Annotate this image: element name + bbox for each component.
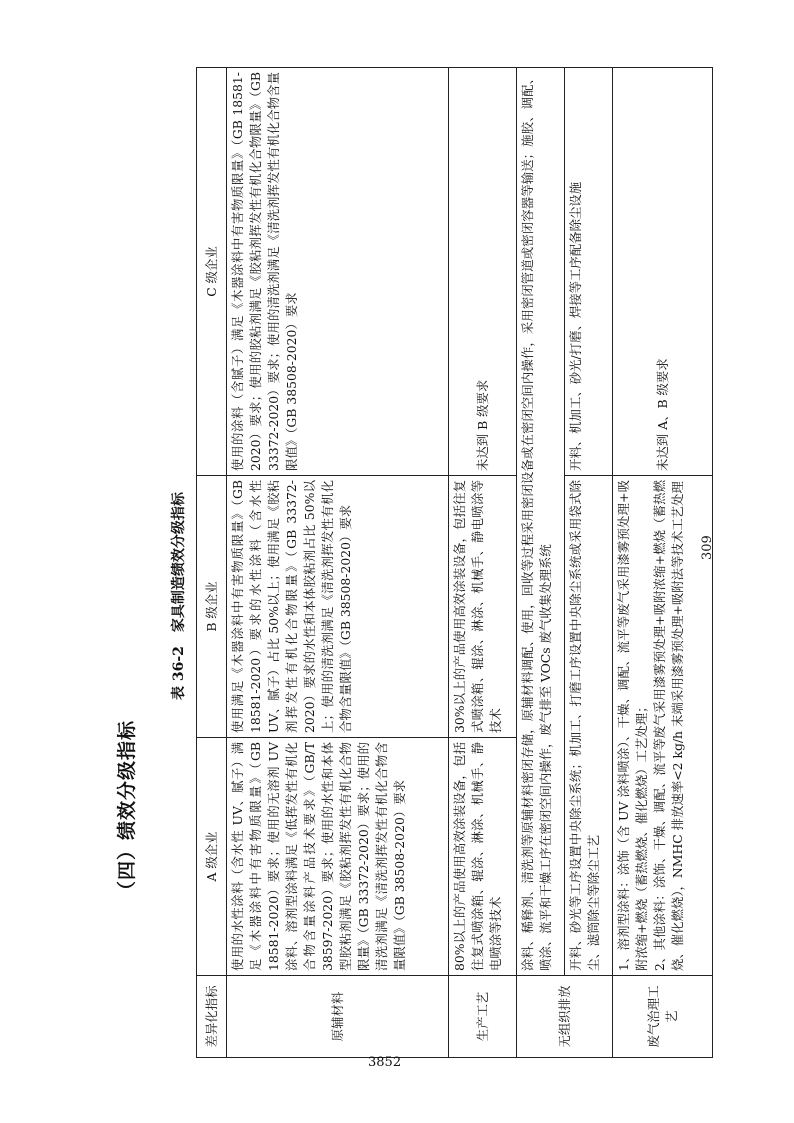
- row-label-raw-materials: 原辅材料: [227, 976, 449, 1058]
- cell-raw-materials-a: 使用的水性涂料（含水性 UV、腻子）满足《木器涂料中有害物质限量》（GB 18581-2020）要求；使用的无溶剂 UV 涂料、溶剂型涂料满足《低挥发性有机化合物含量涂料产品技术要求》（GB/T 38597-2020）要求；使用的水性和本体型胶粘剂满足《胶粘剂挥发性有机化合物限量》（GB 33372-2020）要求；使用的清洗剂满足《清洗剂挥发性有机化合物含量限值》（GB 38508-2020）要求: [227, 738, 449, 976]
- cell-production-process-c: 未达到 B 级要求: [449, 68, 517, 476]
- performance-grading-table-container: [196, 68, 713, 1058]
- table-caption: 表 36-2 家具制造绩效分级指标: [171, 492, 187, 700]
- section-title: （四）绩效分级指标: [116, 719, 138, 900]
- table-row-waste-gas-treatment: [613, 68, 713, 1058]
- page-number-bottom: 3852: [368, 1055, 402, 1070]
- cell-fugitive-emissions-ab: 开料、砂光等工序设置中央除尘系统；机加工、打磨工序设置中央除尘系统或采用袋式除尘、滤筒除尘等除尘工艺: [565, 476, 613, 976]
- cell-raw-materials-c: 使用的涂料（含腻子）满足《木器涂料中有害物质限量》（GB 18581-2020）要求；使用的胶粘剂满足《胶粘剂挥发性有机化合物限量》（GB 33372-2020）要求；使用的清洗剂满足《清洗剂挥发性有机化合物含量限值》（GB 38508-2020）要求: [227, 68, 449, 476]
- performance-grading-table: [196, 67, 713, 1058]
- waste-gas-treatment-text: 1、溶剂型涂料：涂饰（含 UV 涂料喷涂）、干燥、调配、流平等废气采用漆雾预处理+吸附浓缩+燃烧（蓄热燃烧、催化燃烧）工艺处理； 2、其他涂料：涂饰、干燥、调配、流平等废气采用漆雾预处理+吸附浓缩+燃烧（蓄热燃烧、催化燃烧），NMHC 排放速率<2 kg/h 末端采用漆雾预处理+吸附法等技术工艺处理: [616, 480, 685, 971]
- cell-fugitive-emissions-c: 开料、机加工、砂光/打磨、焊接等工序配备除尘设施: [565, 68, 613, 476]
- table-row-fugitive-emissions-1: [517, 68, 565, 1058]
- row-label-fugitive-emissions: 无组织排放: [517, 976, 613, 1058]
- header-grade-b: B 级企业: [197, 476, 227, 738]
- cell-waste-gas-treatment-ab: [613, 476, 713, 976]
- table-header-row: [197, 68, 227, 1058]
- table-row-raw-materials: [227, 68, 449, 1058]
- cell-production-process-a: 80%以上的产品使用高效涂装设备，包括往复式喷涂箱、辊涂、淋涂、机械手、静电喷涂等技术: [449, 738, 517, 976]
- cell-fugitive-emissions-abc: 涂料、稀释剂、清洗剂等原辅材料密闭存储，原辅材料调配、使用，回收等过程采用密闭设备或在密闭空间内操作，采用密闭管道或密闭容器等输送；施胶、调配、喷涂、流平和干燥工序在密闭空间内操作，废气排至 VOCs 废气收集处理系统: [517, 68, 565, 976]
- cell-waste-gas-treatment-c: 未达到 A、B 级要求: [613, 68, 713, 476]
- cell-production-process-b: 30%以上的产品使用高效涂装设备，包括往复式喷涂箱、辊涂、淋涂、机械手、静电喷涂等技术: [449, 476, 517, 738]
- row-label-production-process: 生产工艺: [449, 976, 517, 1058]
- table-row-fugitive-emissions-2: [565, 68, 613, 1058]
- table-row-production-process: [449, 68, 517, 1058]
- header-grade-c: C 级企业: [197, 68, 227, 476]
- row-label-waste-gas-treatment: 废气治理工艺: [613, 976, 713, 1058]
- header-indicator: 差异化指标: [197, 976, 227, 1058]
- cell-raw-materials-b: 使用满足《木器涂料中有害物质限量》（GB 18581-2020）要求的水性涂料（含水性 UV、腻子）占比 50%以上；使用满足《胶粘剂挥发性有机化合物限量》（GB 33372-2020）要求的水性和本体胶粘剂占比 50%以上；使用的清洗剂满足《清洗剂挥发性有机化合物含量限值》（GB 38508-2020）要求: [227, 476, 449, 738]
- header-grade-a: A 级企业: [197, 738, 227, 976]
- page-number-right: 309: [700, 535, 715, 560]
